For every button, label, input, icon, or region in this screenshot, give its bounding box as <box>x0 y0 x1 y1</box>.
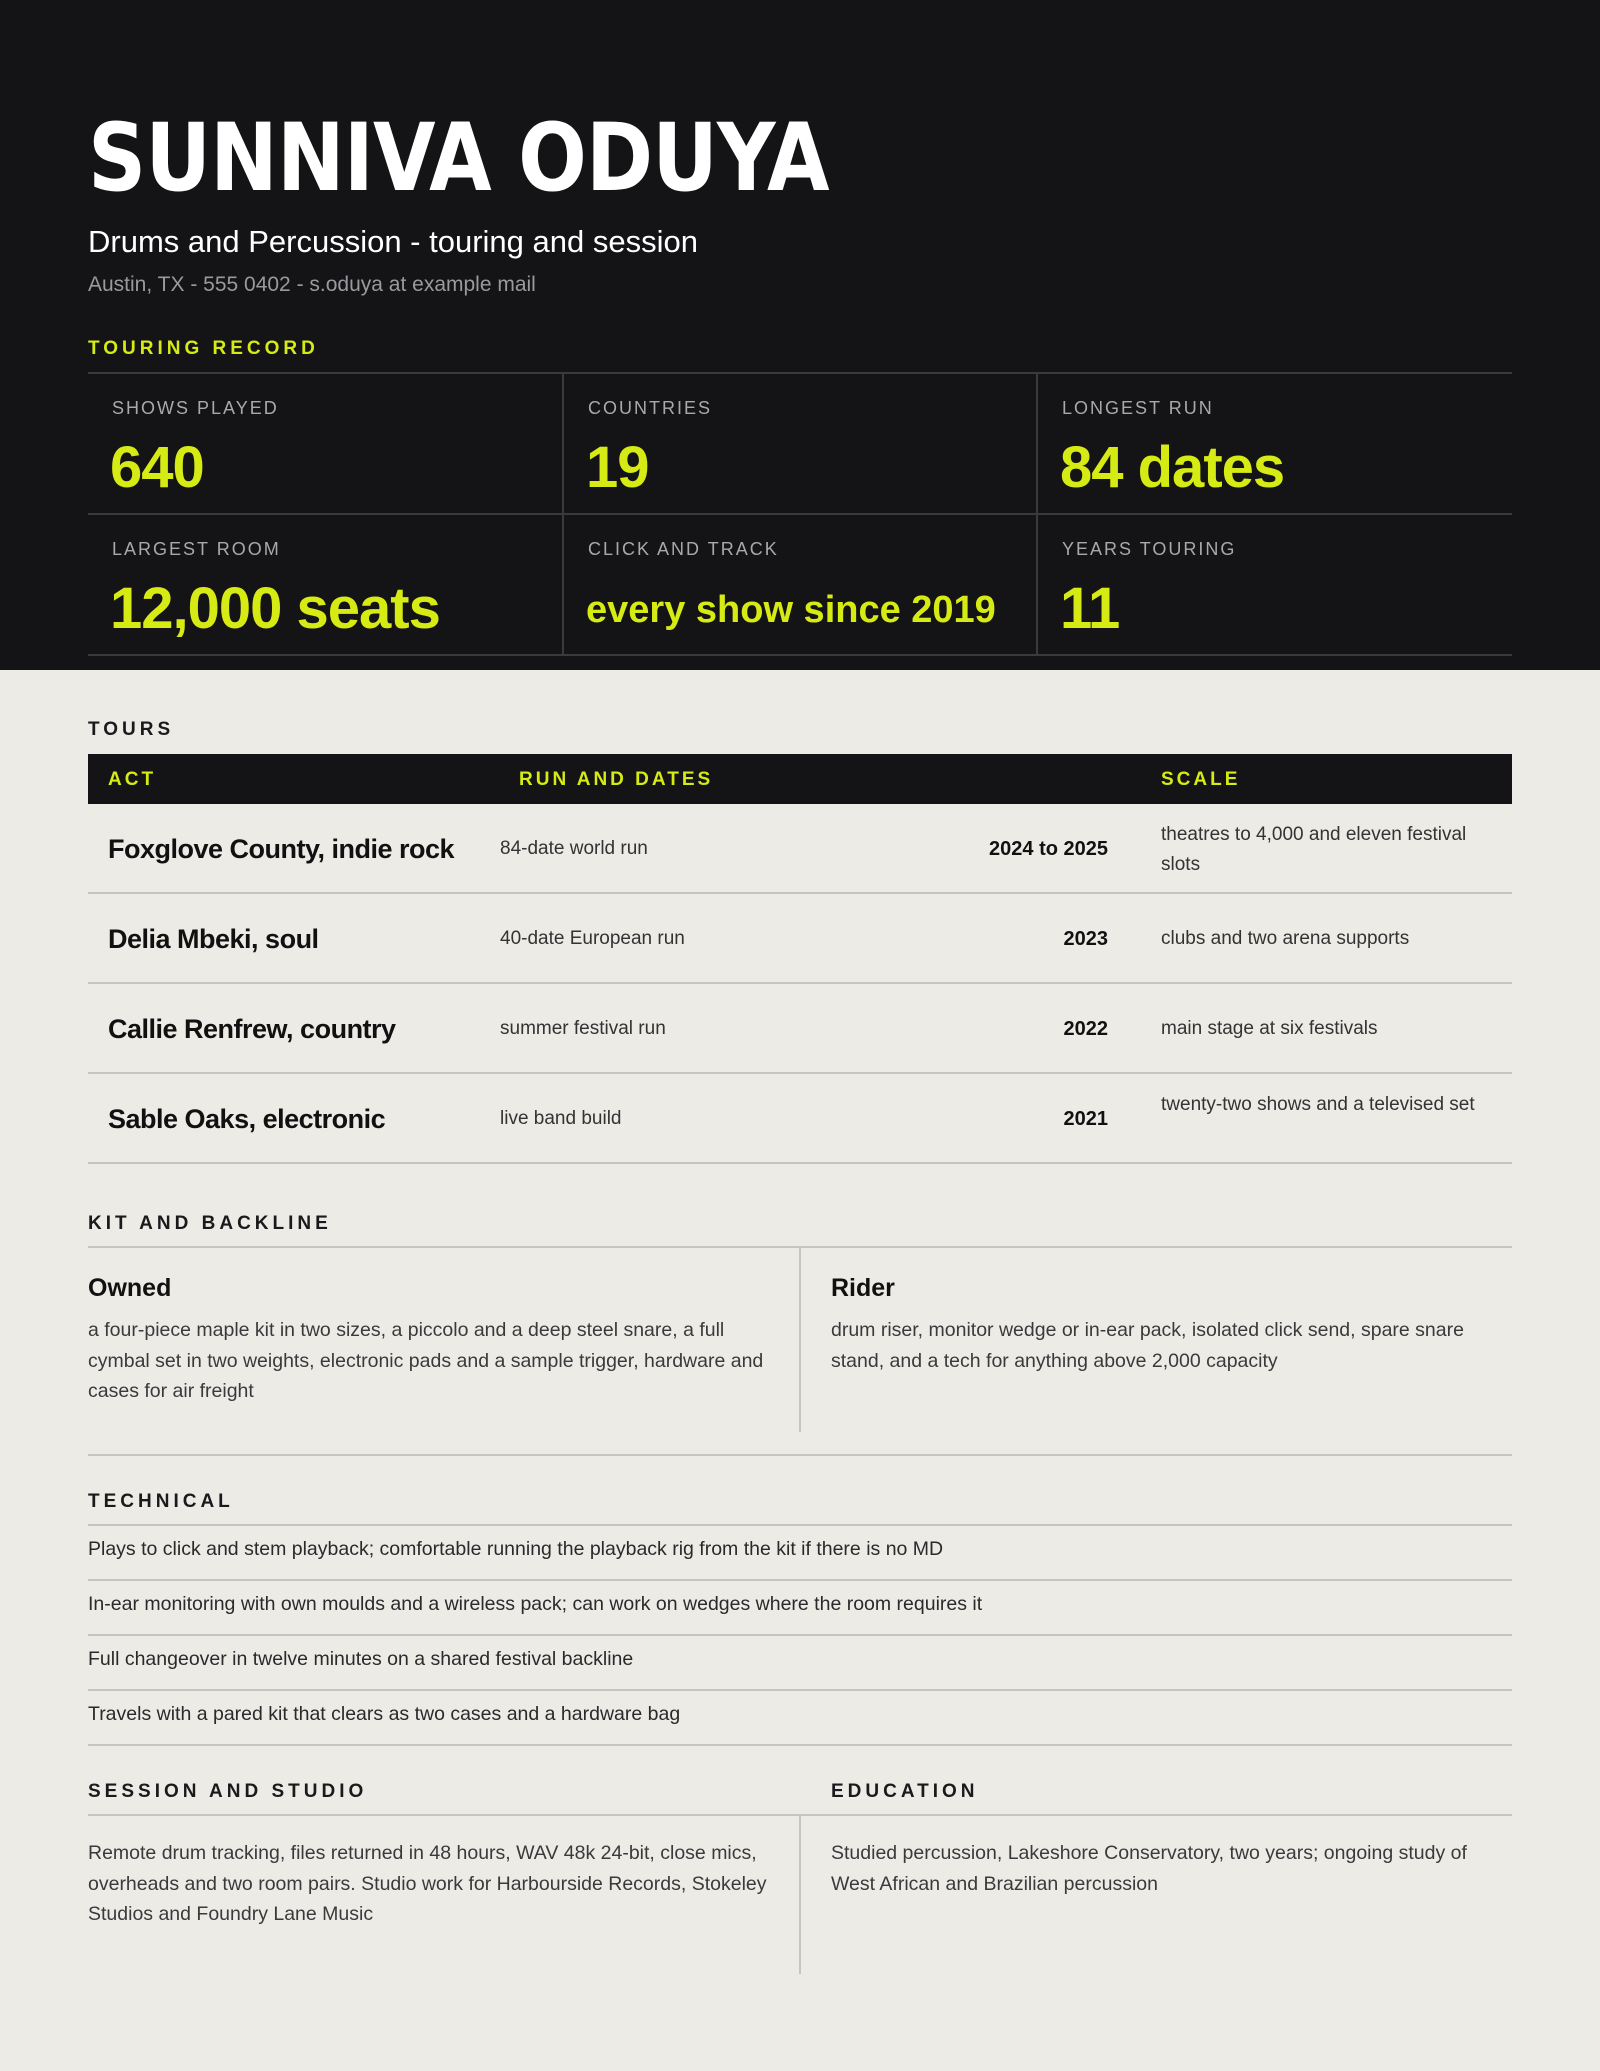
tour-dates: 2023 <box>1063 928 1108 950</box>
table-row <box>88 804 1512 894</box>
stat-label: CLICK AND TRACK <box>588 539 779 559</box>
page-title: SUNNIVA ODUYA <box>88 104 829 213</box>
tour-act: Callie Renfrew, country <box>108 1014 396 1044</box>
owned-text: a four-piece maple kit in two sizes, a piccolo and a deep steel snare, a full cymbal set in two weights, electronic pads and a sample trigger, hardware and cases for air freight <box>88 1319 764 1402</box>
list-item <box>88 1526 1512 1581</box>
tour-dates: 2021 <box>1063 1108 1108 1130</box>
stat-label: COUNTRIES <box>588 398 713 418</box>
tour-run: summer festival run <box>500 1018 666 1039</box>
tour-run: live band build <box>500 1108 622 1129</box>
education-heading: EDUCATION <box>831 1781 979 1802</box>
header-band <box>0 0 1600 670</box>
stat-value: 19 <box>586 435 649 500</box>
divider <box>88 1454 1512 1456</box>
stat-value: 12,000 seats <box>110 576 440 641</box>
stat-label: LARGEST ROOM <box>112 539 281 559</box>
column-header-run: RUN AND DATES <box>519 769 714 790</box>
stat-years-touring <box>1038 515 1512 656</box>
tour-run: 84-date world run <box>500 838 648 859</box>
stat-longest-run <box>1038 374 1512 515</box>
table-row <box>88 984 1512 1074</box>
tour-act: Sable Oaks, electronic <box>108 1104 386 1134</box>
owned-title: Owned <box>88 1274 172 1302</box>
tour-dates: 2022 <box>1063 1018 1108 1040</box>
list-item <box>88 1636 1512 1691</box>
divider <box>799 1248 801 1432</box>
technical-item: Full changeover in twelve minutes on a shared festival backline <box>88 1648 634 1670</box>
divider <box>799 1816 801 1974</box>
role-subtitle: Drums and Percussion - touring and session <box>88 224 698 259</box>
column-header-scale: SCALE <box>1161 769 1241 790</box>
tour-act: Delia Mbeki, soul <box>108 924 319 954</box>
tour-scale: theatres to 4,000 and eleven festival slots <box>1161 824 1467 875</box>
table-row <box>88 1074 1512 1164</box>
session-heading: SESSION AND STUDIO <box>88 1781 368 1802</box>
stat-value: 640 <box>110 435 204 500</box>
tour-scale: clubs and two arena supports <box>1161 928 1410 949</box>
stat-label: LONGEST RUN <box>1062 398 1214 418</box>
stat-largest-room <box>88 515 562 656</box>
touring-record-heading: TOURING RECORD <box>88 338 319 359</box>
technical-item: Travels with a pared kit that clears as two cases and a hardware bag <box>88 1703 681 1725</box>
stat-value: every show since 2019 <box>586 589 996 631</box>
tour-dates: 2024 to 2025 <box>989 838 1108 860</box>
stat-value: 84 dates <box>1060 435 1285 500</box>
tour-act: Foxglove County, indie rock <box>108 834 455 864</box>
stat-value: 11 <box>1060 576 1120 641</box>
rider-text: drum riser, monitor wedge or in-ear pack, isolated click send, spare snare stand, and a tech for anything above 2,000 capacity <box>831 1319 1464 1372</box>
contact-line: Austin, TX - 555 0402 - s.oduya at example mail <box>88 273 536 296</box>
technical-heading: TECHNICAL <box>88 1491 234 1512</box>
column-header-act: ACT <box>108 769 157 790</box>
tour-run: 40-date European run <box>500 928 685 949</box>
tour-scale: main stage at six festivals <box>1161 1018 1378 1039</box>
list-item <box>88 1581 1512 1636</box>
session-text: Remote drum tracking, files returned in 48 hours, WAV 48k 24-bit, close mics, overheads and two room pairs. Studio work for Harbourside Records, Stokeley Studios and Foundry Lane Music <box>88 1842 767 1925</box>
stat-click-and-track <box>562 515 1038 656</box>
rider-title: Rider <box>831 1274 895 1302</box>
stat-countries <box>562 374 1038 515</box>
technical-item: Plays to click and stem playback; comfortable running the playback rig from the kit if there is no MD <box>88 1538 944 1560</box>
stat-label: SHOWS PLAYED <box>112 398 279 418</box>
tour-scale: twenty-two shows and a televised set <box>1161 1094 1475 1115</box>
list-item <box>88 1691 1512 1746</box>
touring-record-grid <box>88 372 1512 656</box>
tours-heading: TOURS <box>88 719 175 740</box>
stat-label: YEARS TOURING <box>1062 539 1237 559</box>
stat-shows-played <box>88 374 562 515</box>
tours-table-header <box>88 754 1512 804</box>
table-row <box>88 894 1512 984</box>
education-text: Studied percussion, Lakeshore Conservatory, two years; ongoing study of West African and Brazilian percussion <box>831 1842 1467 1895</box>
kit-heading: KIT AND BACKLINE <box>88 1213 332 1234</box>
technical-item: In-ear monitoring with own moulds and a wireless pack; can work on wedges where the room requires it <box>88 1593 983 1615</box>
